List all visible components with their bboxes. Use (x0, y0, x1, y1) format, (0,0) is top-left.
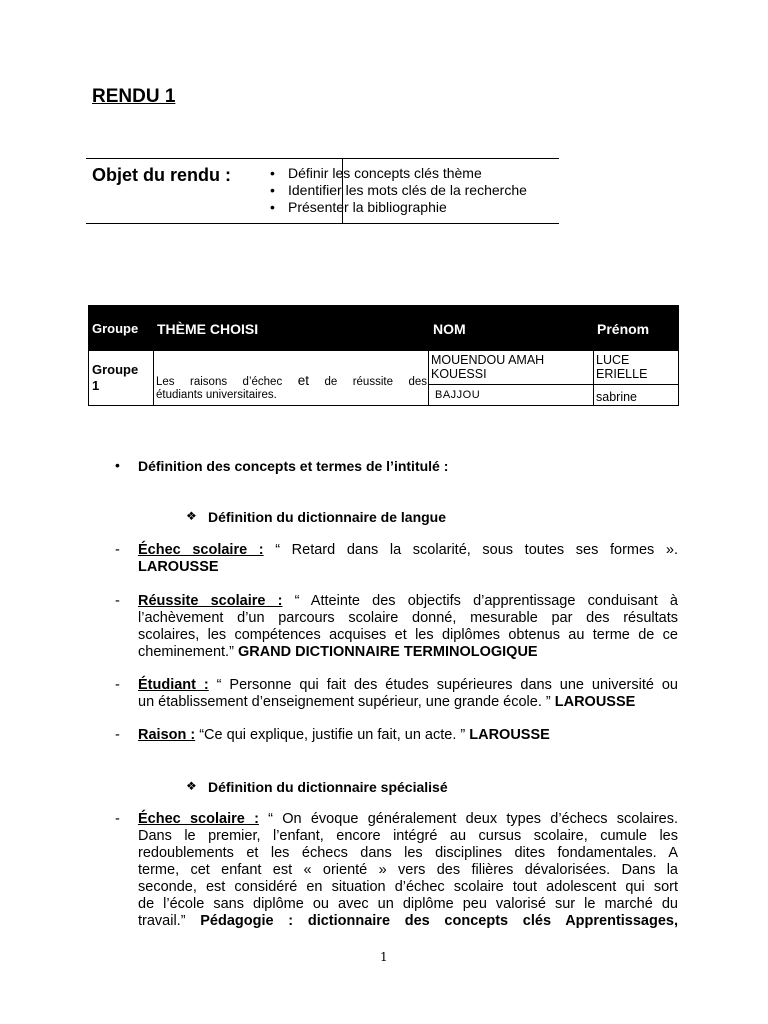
definition-text: de l’école sans diplôme ou avec un diplôme peu valorisé sur le marché du (138, 896, 678, 912)
member-nom: MOUENDOU AMAH KOUESSI (431, 353, 545, 381)
definition-text: cheminement.” (138, 644, 234, 660)
diamond-bullet-icon: ❖ (186, 509, 197, 523)
subsection-heading: Définition du dictionnaire spécialisé (208, 779, 448, 795)
definition-text: Dans le premier, l’enfant, encore intégré au cursus scolaire, cumule les (138, 828, 678, 844)
theme-line-1 (156, 374, 427, 389)
objet-table (86, 158, 559, 224)
objet-label: Objet du rendu : (92, 165, 231, 185)
definition-text: “Ce qui explique, justifie un fait, un acte. ” (195, 727, 466, 743)
group-table (88, 305, 679, 406)
objet-item: • Définir les concepts clés thème (262, 165, 527, 182)
term: Réussite scolaire : (138, 593, 283, 609)
dash-marker: - (115, 542, 120, 558)
term: Étudiant : (138, 677, 209, 693)
term: Raison : (138, 727, 196, 743)
definition-echec-langue (138, 542, 678, 576)
definition-text: “ Retard dans la scolarité, sous toutes ses formes ». (263, 542, 679, 558)
source: LAROUSSE (138, 559, 219, 575)
definition-text: un établissement d’enseignement supérieur, une grande école. ” (138, 694, 551, 710)
definition-raison (138, 727, 678, 744)
definition-reussite-langue (138, 593, 678, 661)
source: LAROUSSE (469, 727, 550, 743)
theme-line-2: étudiants universitaires. (156, 389, 277, 401)
dash-marker: - (115, 677, 120, 693)
definition-etudiant (138, 677, 678, 711)
header-prenom: Prénom (597, 321, 650, 337)
definition-echec-specialise (138, 811, 678, 930)
section-heading: Définition des concepts et termes de l’intitulé : (138, 458, 449, 474)
objet-item: • Identifier les mots clés de la recherche (262, 182, 527, 199)
definition-text: travail.” (138, 913, 186, 929)
definition-text: “ On évoque généralement deux types d’échecs scolaires. (258, 811, 679, 827)
definition-text: terme, cet enfant est « orienté » vers des filières dévalorisées. Dans la (138, 862, 678, 878)
member-prenom: sabrine (596, 390, 637, 404)
dash-marker: - (115, 811, 120, 827)
objet-item: • Présenter la bibliographie (262, 199, 527, 216)
theme-text: de réussite des (324, 376, 427, 388)
group-name-cell: Groupe 1 (92, 362, 139, 393)
objet-list (262, 165, 527, 216)
dash-marker: - (115, 593, 120, 609)
header-theme: THÈME CHOISI (157, 321, 259, 337)
definition-text: scolaires, les compétences acquises et les diplômes obtenus au terme de ce (138, 627, 678, 643)
header-groupe: Groupe (92, 321, 139, 336)
member-nom: BAJJOU (435, 389, 481, 401)
definition-text: redoublements et les échecs dans les disciplines dites fondamentales. A (138, 845, 678, 861)
member-prenom: LUCE ERIELLE (596, 353, 648, 381)
source: LAROUSSE (554, 694, 636, 710)
table-divider (593, 351, 594, 405)
definition-text: seconde, est considéré en situation d’échec scolaire tout adolescent qui sort (138, 879, 678, 895)
definition-text: “ Atteinte des objectifs d’apprentissage conduisant à (282, 593, 678, 609)
page-title: RENDU 1 (92, 86, 176, 107)
diamond-bullet-icon: ❖ (186, 779, 197, 793)
theme-text: Les raisons d’échec (156, 376, 283, 388)
definition-text: l’achèvement d’un parcours scolaire donné, mesurable par des résultats (138, 610, 678, 626)
source: GRAND DICTIONNAIRE TERMINOLOGIQUE (237, 644, 538, 660)
group-table-header (89, 306, 678, 351)
dash-marker: - (115, 727, 120, 743)
page-number: 1 (380, 950, 388, 964)
source: Pédagogie : dictionnaire des concepts clés Apprentissages, (200, 913, 679, 929)
definition-text: “ Personne qui fait des études supérieures dans une université ou (208, 677, 678, 693)
header-nom: NOM (433, 321, 466, 337)
term: Échec scolaire : (138, 542, 264, 558)
theme-cell (156, 374, 427, 402)
table-divider (153, 351, 154, 405)
bullet-icon: • (115, 457, 120, 473)
subsection-heading: Définition du dictionnaire de langue (208, 509, 447, 525)
table-divider (428, 351, 429, 405)
term: Échec scolaire : (138, 811, 259, 827)
theme-text: et (297, 373, 309, 388)
table-divider (428, 384, 678, 385)
